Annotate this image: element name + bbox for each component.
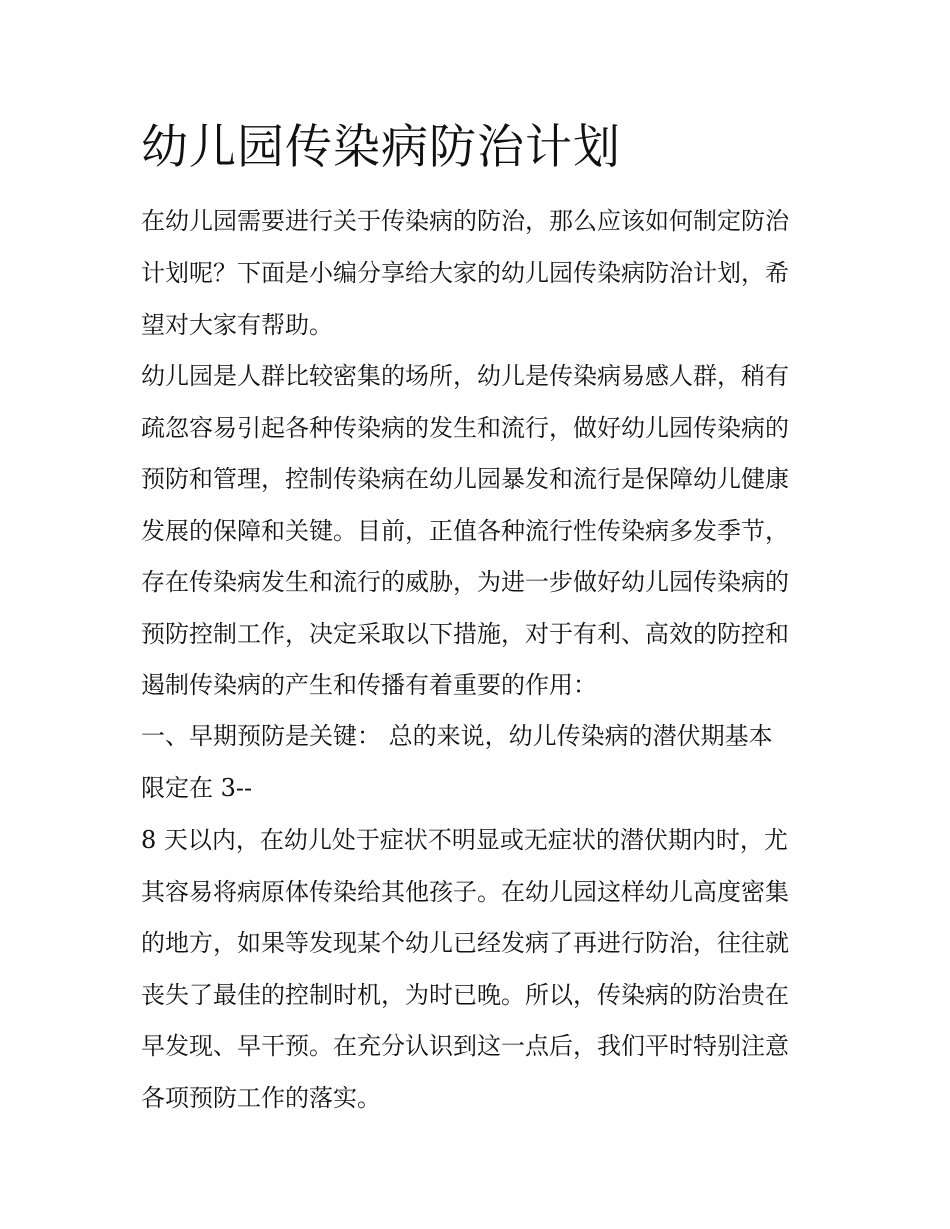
paragraph-line: 各项预防工作的落实。 [141, 1084, 381, 1112]
paragraph-line: 发展的保障和关键。目前，正值各种流行性传染病多发季节， [141, 517, 789, 545]
paragraph-line: 幼儿园是人群比较密集的场所，幼儿是传染病易感人群，稍有 [141, 362, 789, 390]
paragraph-line: 在幼儿园需要进行关于传染病的防治，那么应该如何制定防治 [141, 207, 789, 235]
paragraph-line: 预防控制工作，决定采取以下措施，对于有利、高效的防控和 [141, 620, 789, 648]
paragraph-line: 计划呢？下面是小编分享给大家的幼儿园传染病防治计划，希 [141, 259, 789, 287]
document-title: 幼儿园传染病防治计划 [141, 120, 621, 175]
paragraph-line: 限定在 3-- [141, 774, 253, 802]
paragraph-line: 丧失了最佳的控制时机，为时已晚。所以，传染病的防治贵在 [141, 981, 789, 1009]
paragraph-line: 一、早期预防是关键： 总的来说，幼儿传染病的潜伏期基本 [141, 722, 773, 750]
paragraph-line: 其容易将病原体传染给其他孩子。在幼儿园这样幼儿高度密集 [141, 878, 789, 906]
paragraph-line: 存在传染病发生和流行的威胁，为进一步做好幼儿园传染病的 [141, 568, 789, 596]
paragraph-line: 8 天以内，在幼儿处于症状不明显或无症状的潜伏期内时，尤 [141, 826, 788, 854]
paragraph-line: 预防和管理，控制传染病在幼儿园暴发和流行是保障幼儿健康 [141, 465, 789, 493]
paragraph-line: 遏制传染病的产生和传播有着重要的作用： [141, 671, 597, 699]
paragraph-line: 疏忽容易引起各种传染病的发生和流行，做好幼儿园传染病的 [141, 414, 789, 442]
paragraph-line: 的地方，如果等发现某个幼儿已经发病了再进行防治，往往就 [141, 929, 789, 957]
paragraph-line: 早发现、早干预。在充分认识到这一点后，我们平时特别注意 [141, 1032, 789, 1060]
paragraph-line: 望对大家有帮助。 [141, 311, 333, 339]
